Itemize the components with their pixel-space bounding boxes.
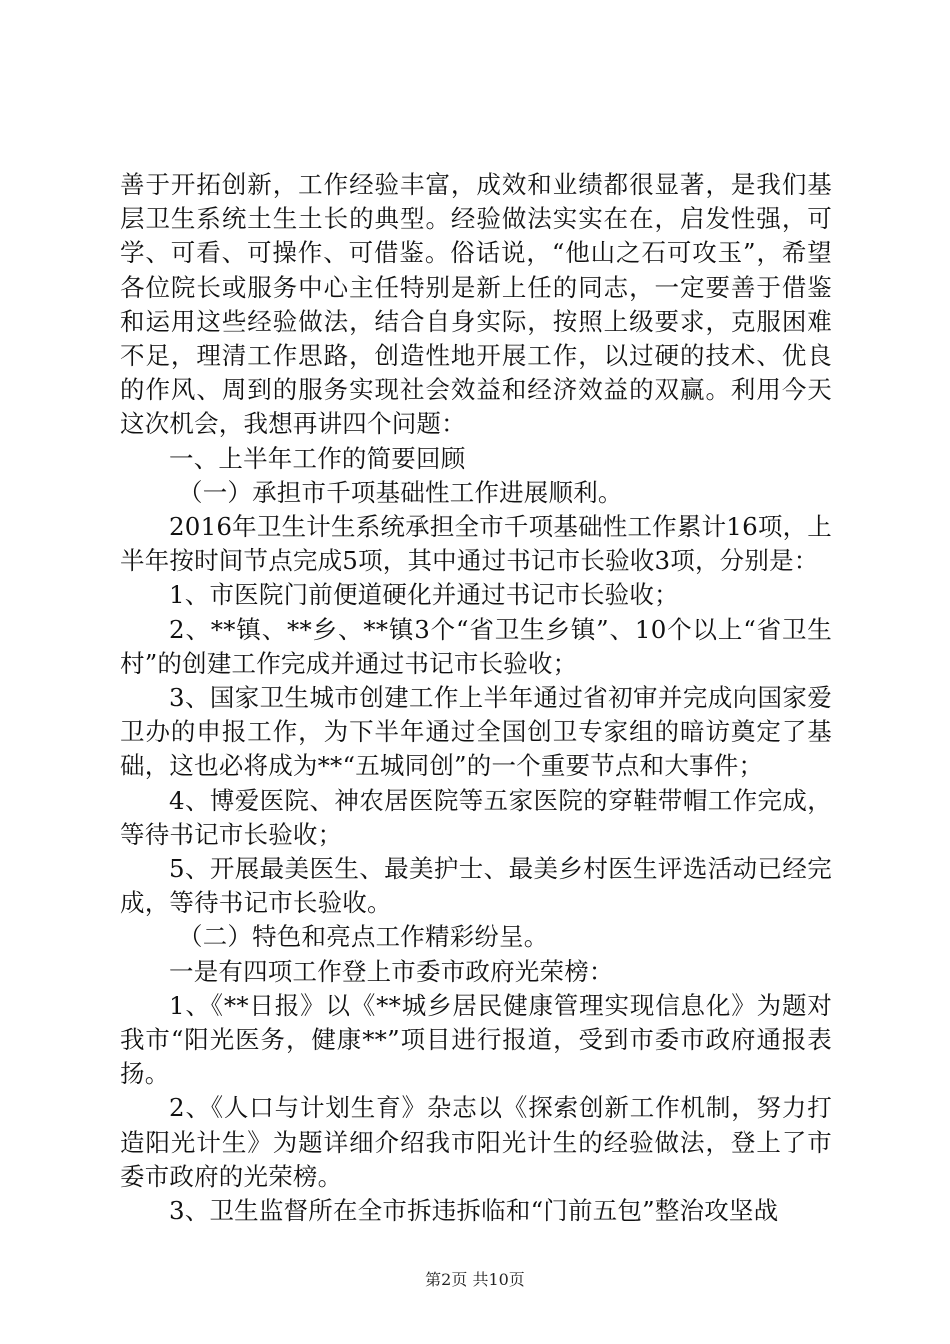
list-item-1: 1、市医院门前便道硬化并通过书记市长验收；	[169, 580, 679, 610]
document-body	[120, 168, 832, 1228]
subsection-heading-1: （一）承担市千项基础性工作进展顺利。	[178, 477, 623, 507]
section-heading-1: 一、上半年工作的简要回顾	[169, 443, 466, 473]
paragraph-summary: 2016年卫生计生系统承担全市千项基础性工作累计16项，上半年按时间节点完成5项，其中通过书记市长验收3项，分别是：	[120, 512, 832, 576]
paragraph-honor-list: 一是有四项工作登上市委市政府光荣榜：	[169, 956, 614, 986]
list-item-5: 5、开展最美医生、最美护士、最美乡村医生评选活动已经完成，等待书记市长验收。	[120, 854, 832, 918]
list-item-4: 4、博爱医院、神农居医院等五家医院的穿鞋带帽工作完成，等待书记市长验收；	[120, 785, 832, 849]
honor-item-3: 3、卫生监督所在全市拆违拆临和“门前五包”整治攻坚战	[169, 1196, 779, 1226]
list-item-2: 2、**镇、**乡、**镇3个“省卫生乡镇”、10个以上“省卫生村”的创建工作完成并通过书记市长验收；	[120, 614, 832, 678]
paragraph-intro: 善于开拓创新，工作经验丰富，成效和业绩都很显著，是我们基层卫生系统土生土长的典型。经验做法实实在在，启发性强，可学、可看、可操作、可借鉴。俗话说，“他山之石可攻玉”，希望各位院长或服务中心主任特别是新上任的同志，一定要善于借鉴和运用这些经验做法，结合自身实际，按照上级要求，克服困难不足，理清工作思路，创造性地开展工作，以过硬的技术、优良的作风、周到的服务实现社会效益和经济效益的双赢。利用今天这次机会，我想再讲四个问题：	[120, 170, 832, 439]
honor-item-2: 2、《人口与计划生育》杂志以《探索创新工作机制，努力打造阳光计生》为题详细介绍我市阳光计生的经验做法，登上了市委市政府的光荣榜。	[120, 1093, 832, 1191]
page-footer: 第2页 共10页	[425, 1270, 525, 1289]
subsection-heading-2: （二）特色和亮点工作精彩纷呈。	[178, 922, 549, 952]
honor-item-1: 1、《**日报》以《**城乡居民健康管理实现信息化》为题对我市“阳光医务，健康**”项目进行报道，受到市委市政府通报表扬。	[120, 990, 832, 1089]
list-item-3: 3、国家卫生城市创建工作上半年通过省初审并完成向国家爱卫办的申报工作，为下半年通过全国创卫专家组的暗访奠定了基础，这也必将成为**“五城同创”的一个重要节点和大事件；	[120, 683, 832, 781]
